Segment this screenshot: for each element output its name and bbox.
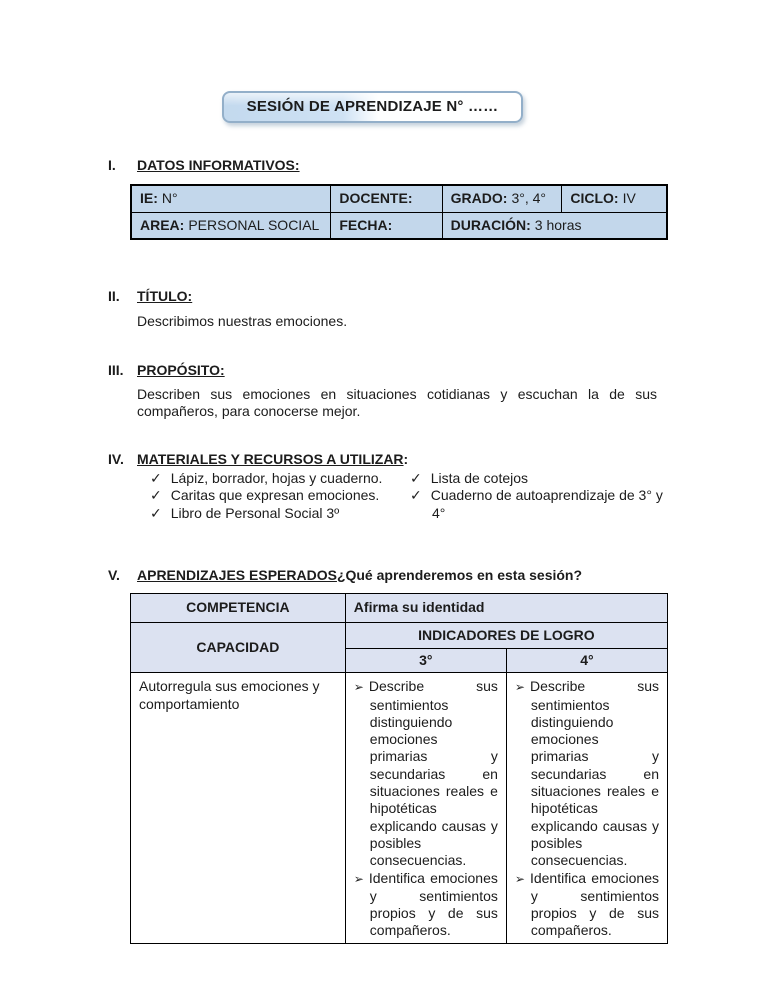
list-item-text: Lista de cotejos bbox=[430, 470, 529, 486]
section-numeral: III. bbox=[108, 362, 124, 378]
arrow-bullet-icon: ➢ bbox=[514, 680, 525, 695]
cell-capacidad-label: CAPACIDAD bbox=[131, 623, 346, 673]
indicator-item bbox=[354, 870, 498, 940]
indicator-text: Describe sus sentimientos distinguiendo emociones primarias y secundarias en situaciones reales e hipotéticas explicando causas y posibles consecuencias. bbox=[529, 678, 659, 869]
table-row bbox=[131, 594, 668, 623]
section-datos-heading bbox=[108, 157, 300, 174]
materials-column-right bbox=[410, 470, 678, 522]
datos-informativos-table bbox=[130, 184, 668, 240]
cell-value: IV bbox=[622, 190, 636, 207]
arrow-bullet-icon: ➢ bbox=[353, 680, 364, 695]
cell-capacidad-value: Autorregula sus emociones y comportamiento bbox=[131, 673, 346, 943]
cell-grade3-label: 3° bbox=[345, 649, 506, 673]
document-title: SESIÓN DE APRENDIZAJE N° …… bbox=[246, 98, 499, 116]
cell-value: 3°, 4° bbox=[511, 190, 547, 207]
cell-competencia-label: COMPETENCIA bbox=[131, 594, 346, 623]
cell-label: GRADO: bbox=[450, 190, 508, 207]
materials-column-left bbox=[150, 470, 402, 522]
cell-ciclo bbox=[562, 185, 667, 212]
list-item-text: Cuaderno de autoaprendizaje de 3° y 4° bbox=[430, 487, 663, 521]
section-heading: APRENDIZAJES ESPERADOS bbox=[137, 567, 337, 583]
cell-indicadores-4 bbox=[506, 673, 667, 943]
cell-label: DURACIÓN: bbox=[450, 216, 531, 233]
cell-indicadores-label: INDICADORES DE LOGRO bbox=[345, 623, 667, 649]
cell-label: CICLO: bbox=[570, 190, 619, 207]
table-row bbox=[131, 212, 667, 239]
list-item bbox=[150, 487, 402, 504]
check-icon: ✓ bbox=[410, 487, 422, 504]
cell-duracion bbox=[442, 212, 667, 239]
aprendizajes-esperados-table bbox=[130, 593, 668, 944]
proposito-body: Describen sus emociones en situaciones cotidianas y escuchan la de sus compañeros, para conocerse mejor. bbox=[137, 386, 657, 420]
section-heading: DATOS INFORMATIVOS: bbox=[137, 157, 300, 173]
check-icon: ✓ bbox=[150, 470, 162, 486]
section-titulo-heading bbox=[108, 288, 192, 305]
section-heading-question: ¿Qué aprenderemos en esta sesión? bbox=[336, 567, 583, 583]
indicator-text: Identifica emociones y sentimientos propios y de sus compañeros. bbox=[368, 869, 498, 939]
list-item-text: Lápiz, borrador, hojas y cuaderno. bbox=[170, 470, 383, 486]
section-proposito-heading bbox=[108, 362, 225, 379]
cell-label: IE: bbox=[140, 190, 158, 207]
section-numeral: IV. bbox=[108, 451, 124, 467]
cell-ie bbox=[131, 185, 331, 212]
title-banner bbox=[222, 91, 523, 123]
section-heading: PROPÓSITO: bbox=[137, 362, 225, 378]
section-numeral: V. bbox=[108, 567, 120, 583]
indicator-item bbox=[354, 678, 498, 869]
section-aprendizajes-heading bbox=[108, 567, 582, 584]
cell-label: AREA: bbox=[140, 216, 185, 233]
cell-grade4-label: 4° bbox=[506, 649, 667, 673]
cell-value: 3 horas bbox=[534, 216, 582, 233]
cell-value: PERSONAL SOCIAL bbox=[188, 216, 320, 233]
list-item bbox=[410, 487, 678, 522]
check-icon: ✓ bbox=[150, 504, 162, 521]
cell-indicadores-3 bbox=[345, 673, 506, 943]
list-item-text: Caritas que expresan emociones. bbox=[170, 487, 380, 504]
list-item bbox=[150, 470, 402, 487]
cell-area bbox=[131, 212, 331, 239]
section-numeral: I. bbox=[108, 157, 116, 173]
cell-grado bbox=[442, 185, 562, 212]
table-row bbox=[131, 185, 667, 212]
table-row bbox=[131, 623, 668, 649]
check-icon: ✓ bbox=[410, 470, 422, 486]
cell-label: DOCENTE: bbox=[339, 190, 413, 207]
titulo-body: Describimos nuestras emociones. bbox=[137, 313, 348, 329]
cell-competencia-value: Afirma su identidad bbox=[345, 594, 667, 623]
arrow-bullet-icon: ➢ bbox=[353, 871, 364, 886]
section-heading: MATERIALES Y RECURSOS A UTILIZAR bbox=[137, 451, 404, 467]
list-item-text: Libro de Personal Social 3º bbox=[170, 504, 340, 521]
materials-list bbox=[150, 470, 678, 522]
indicator-text: Describe sus sentimientos distinguiendo emociones primarias y secundarias en situaciones reales e hipotéticas explicando causas y posibles consecuencias. bbox=[368, 678, 498, 869]
indicator-item bbox=[515, 870, 659, 940]
section-heading: TÍTULO: bbox=[137, 288, 193, 304]
list-item bbox=[150, 505, 402, 522]
check-icon: ✓ bbox=[150, 487, 162, 504]
table-row bbox=[131, 673, 668, 943]
indicator-text: Identifica emociones y sentimientos propios y de sus compañeros. bbox=[529, 869, 659, 939]
cell-label: FECHA: bbox=[339, 216, 393, 233]
section-numeral: II. bbox=[108, 288, 120, 304]
indicator-item bbox=[515, 678, 659, 869]
cell-fecha bbox=[331, 212, 442, 239]
cell-value: N° bbox=[161, 190, 178, 207]
section-materiales-heading bbox=[108, 451, 408, 468]
list-item bbox=[410, 470, 678, 487]
arrow-bullet-icon: ➢ bbox=[514, 871, 525, 886]
section-heading-colon: : bbox=[403, 451, 409, 467]
cell-docente bbox=[331, 185, 442, 212]
